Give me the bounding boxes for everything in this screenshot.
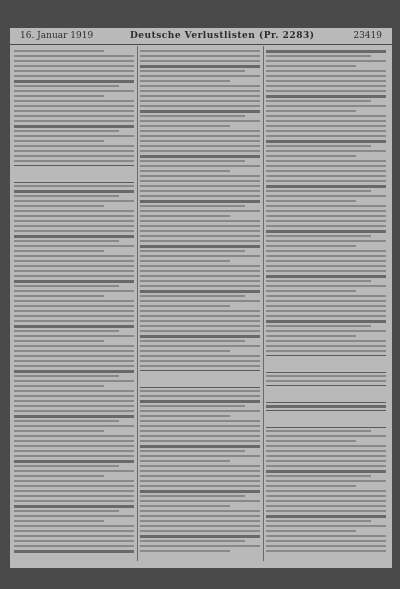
text-line <box>14 430 104 432</box>
text-line <box>266 140 386 143</box>
text-line <box>140 230 260 232</box>
text-line <box>140 395 260 397</box>
text-line <box>14 50 104 52</box>
text-line <box>140 495 245 497</box>
text-line <box>140 250 245 252</box>
text-line <box>266 250 386 252</box>
text-line <box>14 305 134 307</box>
text-line <box>266 210 386 212</box>
text-line <box>266 150 386 152</box>
text-line <box>14 55 134 57</box>
section-heading-box <box>266 385 386 403</box>
text-line <box>266 295 386 297</box>
text-line <box>140 85 260 87</box>
text-line <box>266 345 386 347</box>
text-line <box>140 175 260 177</box>
text-line <box>266 350 386 352</box>
text-line <box>266 500 386 502</box>
text-line <box>266 70 386 72</box>
text-line <box>266 225 386 227</box>
section-heading-box <box>266 355 386 373</box>
text-line <box>266 100 371 102</box>
text-line <box>266 520 371 522</box>
text-line <box>14 355 134 357</box>
text-line <box>14 300 134 302</box>
text-line <box>140 180 260 182</box>
text-line <box>14 235 134 238</box>
text-line <box>14 460 134 463</box>
text-line <box>14 185 134 187</box>
text-line <box>140 545 260 547</box>
text-line <box>140 160 245 162</box>
text-line <box>140 95 260 97</box>
text-line <box>14 120 134 122</box>
text-line <box>14 440 134 442</box>
text-line <box>140 120 260 122</box>
text-line <box>14 60 134 62</box>
text-line <box>14 530 134 532</box>
newspaper-sheet <box>10 28 392 568</box>
text-line <box>14 330 119 332</box>
text-line <box>14 515 134 517</box>
text-line <box>266 460 386 462</box>
text-line <box>14 370 134 373</box>
text-line <box>140 480 260 482</box>
text-line <box>266 60 386 62</box>
text-line <box>266 495 386 497</box>
text-line <box>140 50 260 52</box>
text-line <box>266 465 386 467</box>
text-line <box>266 110 356 112</box>
text-line <box>266 240 386 242</box>
text-line <box>14 130 119 132</box>
text-line <box>140 360 260 362</box>
text-line <box>140 100 260 102</box>
text-line <box>266 245 356 247</box>
text-line <box>14 520 104 522</box>
text-line <box>266 335 356 337</box>
text-line <box>140 410 260 412</box>
text-line <box>14 365 134 367</box>
text-line <box>14 435 134 437</box>
text-line <box>14 225 134 227</box>
text-line <box>140 170 230 172</box>
text-line <box>266 480 386 482</box>
text-line <box>14 145 134 147</box>
text-line <box>14 250 104 252</box>
text-line <box>14 105 134 107</box>
text-line <box>14 280 134 283</box>
text-line <box>266 215 386 217</box>
text-line <box>140 130 260 132</box>
text-line <box>14 220 134 222</box>
text-line <box>140 305 230 307</box>
text-line <box>14 540 134 542</box>
text-line <box>266 125 386 127</box>
text-line <box>266 95 386 98</box>
text-line <box>266 450 386 452</box>
page-header <box>10 28 392 45</box>
text-line <box>14 410 134 412</box>
text-line <box>140 445 260 448</box>
text-line <box>14 270 134 272</box>
text-line <box>140 320 260 322</box>
text-line <box>266 470 386 473</box>
text-line <box>14 245 134 247</box>
text-line <box>14 160 134 162</box>
text-line <box>266 115 386 117</box>
text-line <box>140 145 260 147</box>
text-line <box>140 355 260 357</box>
text-line <box>14 200 134 202</box>
column-divider <box>137 46 138 561</box>
text-line <box>140 485 260 487</box>
text-line <box>14 400 134 402</box>
text-line <box>14 325 134 328</box>
text-line <box>140 200 260 203</box>
text-line <box>140 325 260 327</box>
text-line <box>14 455 134 457</box>
text-line <box>14 335 134 337</box>
text-line <box>14 415 134 418</box>
text-line <box>140 210 260 212</box>
text-line <box>14 485 134 487</box>
issue-date: 16. Januar 1919 <box>20 31 94 41</box>
text-line <box>140 525 260 527</box>
text-line <box>140 155 260 158</box>
text-line <box>140 365 260 367</box>
text-line <box>140 55 260 57</box>
text-line <box>140 505 230 507</box>
text-line <box>266 265 386 267</box>
text-line <box>14 240 119 242</box>
text-line <box>14 495 134 497</box>
text-line <box>266 505 386 507</box>
text-line <box>140 515 260 517</box>
text-line <box>266 270 386 272</box>
text-line <box>14 505 134 508</box>
text-line <box>14 290 134 292</box>
text-line <box>140 270 260 272</box>
text-line <box>14 100 134 102</box>
text-line <box>140 465 260 467</box>
text-line <box>266 475 371 477</box>
text-line <box>140 520 260 522</box>
text-line <box>266 90 386 92</box>
text-line <box>14 475 104 477</box>
text-line <box>266 235 371 237</box>
text-line <box>14 205 104 207</box>
text-line <box>140 335 260 338</box>
text-line <box>266 135 386 137</box>
text-column-3 <box>266 46 386 561</box>
text-line <box>14 150 134 152</box>
text-line <box>14 510 119 512</box>
text-line <box>266 85 386 87</box>
text-line <box>140 205 245 207</box>
text-line <box>266 310 386 312</box>
text-line <box>266 330 386 332</box>
text-line <box>266 455 386 457</box>
text-line <box>266 430 371 432</box>
text-line <box>266 375 386 377</box>
text-line <box>140 470 260 472</box>
section-heading-box <box>14 165 134 183</box>
text-line <box>140 340 245 342</box>
text-line <box>266 550 386 552</box>
text-line <box>266 170 386 172</box>
text-line <box>266 380 386 382</box>
text-line <box>14 65 134 67</box>
text-line <box>266 405 386 408</box>
text-line <box>266 190 371 192</box>
text-line <box>14 230 134 232</box>
text-line <box>14 125 134 128</box>
text-column-1 <box>14 46 134 561</box>
text-line <box>14 550 134 553</box>
text-line <box>266 75 386 77</box>
text-line <box>14 310 134 312</box>
text-line <box>140 450 245 452</box>
text-line <box>266 80 386 82</box>
text-line <box>140 475 260 477</box>
text-line <box>14 90 134 92</box>
text-line <box>266 315 386 317</box>
text-line <box>14 95 104 97</box>
text-line <box>140 185 260 187</box>
text-line <box>140 80 230 82</box>
text-line <box>14 525 134 527</box>
text-line <box>266 195 386 197</box>
text-line <box>140 65 260 68</box>
text-line <box>140 510 260 512</box>
publication-title: Deutsche Verlustlisten (Pr. 2283) <box>130 31 315 41</box>
text-line <box>140 280 260 282</box>
text-line <box>266 320 386 323</box>
text-line <box>14 480 134 482</box>
text-line <box>266 435 386 437</box>
text-line <box>266 165 386 167</box>
text-line <box>266 230 386 233</box>
text-line <box>140 245 260 248</box>
text-line <box>14 85 119 87</box>
text-line <box>140 110 260 113</box>
text-line <box>266 305 386 307</box>
text-line <box>266 200 356 202</box>
text-line <box>140 220 260 222</box>
text-line <box>14 385 104 387</box>
text-line <box>14 265 134 267</box>
text-line <box>14 445 134 447</box>
text-line <box>266 185 386 188</box>
text-line <box>140 535 260 538</box>
text-line <box>140 290 260 293</box>
text-line <box>14 110 134 112</box>
text-line <box>140 90 260 92</box>
text-line <box>14 465 119 467</box>
text-line <box>266 50 386 53</box>
text-line <box>140 240 260 242</box>
section-heading-box <box>266 410 386 428</box>
text-line <box>14 450 134 452</box>
column-divider <box>263 46 264 561</box>
text-line <box>14 140 104 142</box>
text-line <box>14 260 134 262</box>
page-number: 23419 <box>353 31 382 41</box>
text-line <box>14 350 134 352</box>
text-line <box>140 225 260 227</box>
text-line <box>140 150 260 152</box>
text-line <box>14 320 134 322</box>
text-line <box>266 340 386 342</box>
text-line <box>14 470 134 472</box>
text-line <box>14 275 134 277</box>
text-line <box>266 65 356 67</box>
text-line <box>14 500 134 502</box>
text-line <box>14 155 134 157</box>
text-line <box>140 115 245 117</box>
text-line <box>266 275 386 278</box>
text-line <box>14 295 104 297</box>
text-line <box>140 490 260 493</box>
text-line <box>140 345 260 347</box>
text-line <box>266 530 356 532</box>
text-line <box>14 190 134 193</box>
text-line <box>266 445 386 447</box>
text-line <box>14 75 134 77</box>
text-line <box>266 205 386 207</box>
text-line <box>140 300 260 302</box>
text-line <box>266 325 371 327</box>
text-line <box>14 115 134 117</box>
text-line <box>266 260 386 262</box>
text-line <box>14 315 134 317</box>
text-line <box>140 195 260 197</box>
text-line <box>266 285 386 287</box>
text-line <box>14 340 104 342</box>
text-line <box>140 350 230 352</box>
text-line <box>266 525 386 527</box>
text-line <box>266 105 386 107</box>
text-line <box>140 310 260 312</box>
text-line <box>140 275 260 277</box>
text-line <box>140 330 260 332</box>
text-line <box>140 165 260 167</box>
text-line <box>140 435 260 437</box>
text-line <box>266 155 356 157</box>
text-line <box>14 395 134 397</box>
text-line <box>266 300 386 302</box>
text-line <box>266 55 371 57</box>
text-line <box>140 125 230 127</box>
text-line <box>266 145 371 147</box>
text-line <box>266 545 386 547</box>
text-line <box>140 140 260 142</box>
text-line <box>14 195 119 197</box>
text-line <box>140 255 260 257</box>
text-line <box>266 175 386 177</box>
text-line <box>140 285 260 287</box>
text-line <box>140 60 260 62</box>
text-line <box>140 440 260 442</box>
text-line <box>140 415 230 417</box>
text-line <box>266 130 386 132</box>
text-line <box>266 120 386 122</box>
text-line <box>140 500 260 502</box>
text-line <box>140 390 260 392</box>
text-line <box>14 535 134 537</box>
text-line <box>140 460 230 462</box>
text-line <box>140 540 245 542</box>
text-line <box>266 440 356 442</box>
section-heading-box <box>140 370 260 388</box>
text-line <box>266 160 386 162</box>
text-line <box>14 420 119 422</box>
text-line <box>140 265 260 267</box>
text-line <box>14 210 134 212</box>
text-line <box>140 75 260 77</box>
text-line <box>266 255 386 257</box>
text-line <box>14 215 134 217</box>
text-line <box>266 490 386 492</box>
text-line <box>140 235 260 237</box>
text-line <box>266 220 386 222</box>
text-line <box>14 375 119 377</box>
text-line <box>140 405 245 407</box>
text-line <box>14 425 134 427</box>
text-line <box>14 70 134 72</box>
text-line <box>266 510 386 512</box>
text-line <box>14 360 134 362</box>
text-line <box>14 80 134 83</box>
text-line <box>266 280 371 282</box>
text-line <box>14 490 134 492</box>
text-line <box>14 405 134 407</box>
text-line <box>14 345 134 347</box>
text-line <box>140 530 260 532</box>
text-line <box>140 400 260 403</box>
text-line <box>266 290 356 292</box>
text-line <box>266 180 386 182</box>
text-line <box>14 135 134 137</box>
text-line <box>140 420 260 422</box>
text-line <box>140 190 260 192</box>
text-line <box>140 295 245 297</box>
text-line <box>140 215 230 217</box>
text-line <box>266 485 356 487</box>
text-line <box>266 535 386 537</box>
text-line <box>140 70 245 72</box>
text-line <box>140 455 260 457</box>
text-line <box>14 380 134 382</box>
text-line <box>140 315 260 317</box>
text-line <box>140 135 260 137</box>
text-line <box>14 545 134 547</box>
text-line <box>140 260 230 262</box>
text-line <box>140 425 260 427</box>
text-column-2 <box>140 46 260 561</box>
text-line <box>140 430 260 432</box>
text-line <box>14 255 134 257</box>
text-line <box>266 540 386 542</box>
text-line <box>140 550 230 552</box>
text-line <box>266 515 386 518</box>
text-line <box>140 105 260 107</box>
text-line <box>14 285 119 287</box>
text-line <box>14 390 134 392</box>
